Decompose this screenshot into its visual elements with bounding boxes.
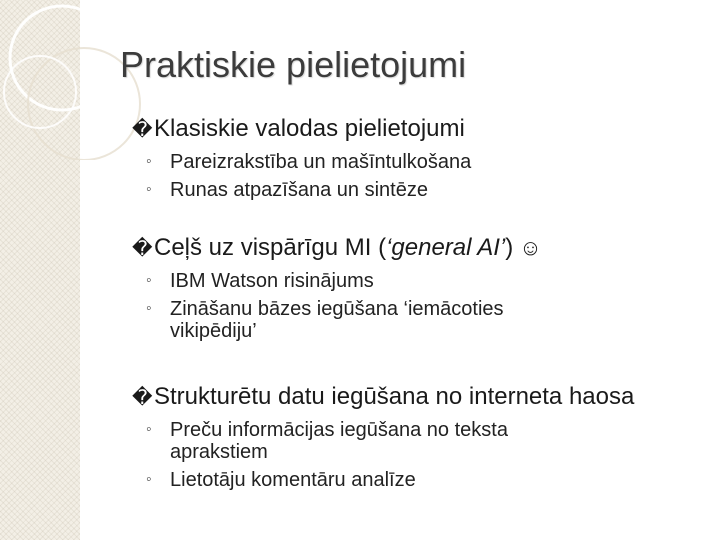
sub-bullet-icon: ◦ — [146, 272, 152, 289]
sub-bullet-icon: ◦ — [146, 181, 152, 198]
list-item-text: Zināšanu bāzes iegūšana ‘iemācoties vikipēdiju’ — [170, 298, 504, 342]
slide-content — [132, 114, 712, 491]
bullet-structured-data — [132, 382, 712, 413]
smiley-icon: ☺ — [519, 235, 542, 260]
bullet-label-italic: ‘general AI’ — [386, 234, 506, 261]
bullet-icon: � — [132, 119, 153, 141]
list-item — [132, 469, 712, 491]
list-item — [132, 151, 712, 173]
list-item-text: IBM Watson risinājums — [170, 270, 374, 292]
bullet-classic-uses — [132, 114, 712, 145]
list-item — [132, 179, 712, 201]
list-item-text: Preču informācijas iegūšana no teksta aprakstiem — [170, 419, 508, 463]
list-item — [132, 270, 712, 292]
sub-bullet-icon: ◦ — [146, 421, 152, 438]
bullet-label: Klasiskie valodas pielietojumi — [154, 115, 465, 142]
bullet-icon: � — [132, 387, 153, 409]
list-item-text: Runas atpazīšana un sintēze — [170, 179, 428, 201]
bullet-label-prefix: Ceļš uz vispārīgu MI ( — [154, 234, 387, 261]
list-item — [132, 419, 712, 463]
sub-bullet-icon: ◦ — [146, 300, 152, 317]
bullet-general-ai — [132, 233, 712, 264]
sub-bullet-icon: ◦ — [146, 471, 152, 488]
bullet-label-suffix: ) — [505, 234, 514, 261]
sub-bullet-icon: ◦ — [146, 153, 152, 170]
list-item-text: Lietotāju komentāru analīze — [170, 469, 416, 491]
list-item-text: Pareizrakstība un mašīntulkošana — [170, 151, 472, 173]
slide-title: Praktiskie pielietojumi — [120, 44, 467, 85]
list-item — [132, 298, 712, 342]
bullet-label: Strukturētu datu iegūšana no interneta haosa — [154, 383, 635, 410]
bullet-icon: � — [132, 238, 153, 260]
